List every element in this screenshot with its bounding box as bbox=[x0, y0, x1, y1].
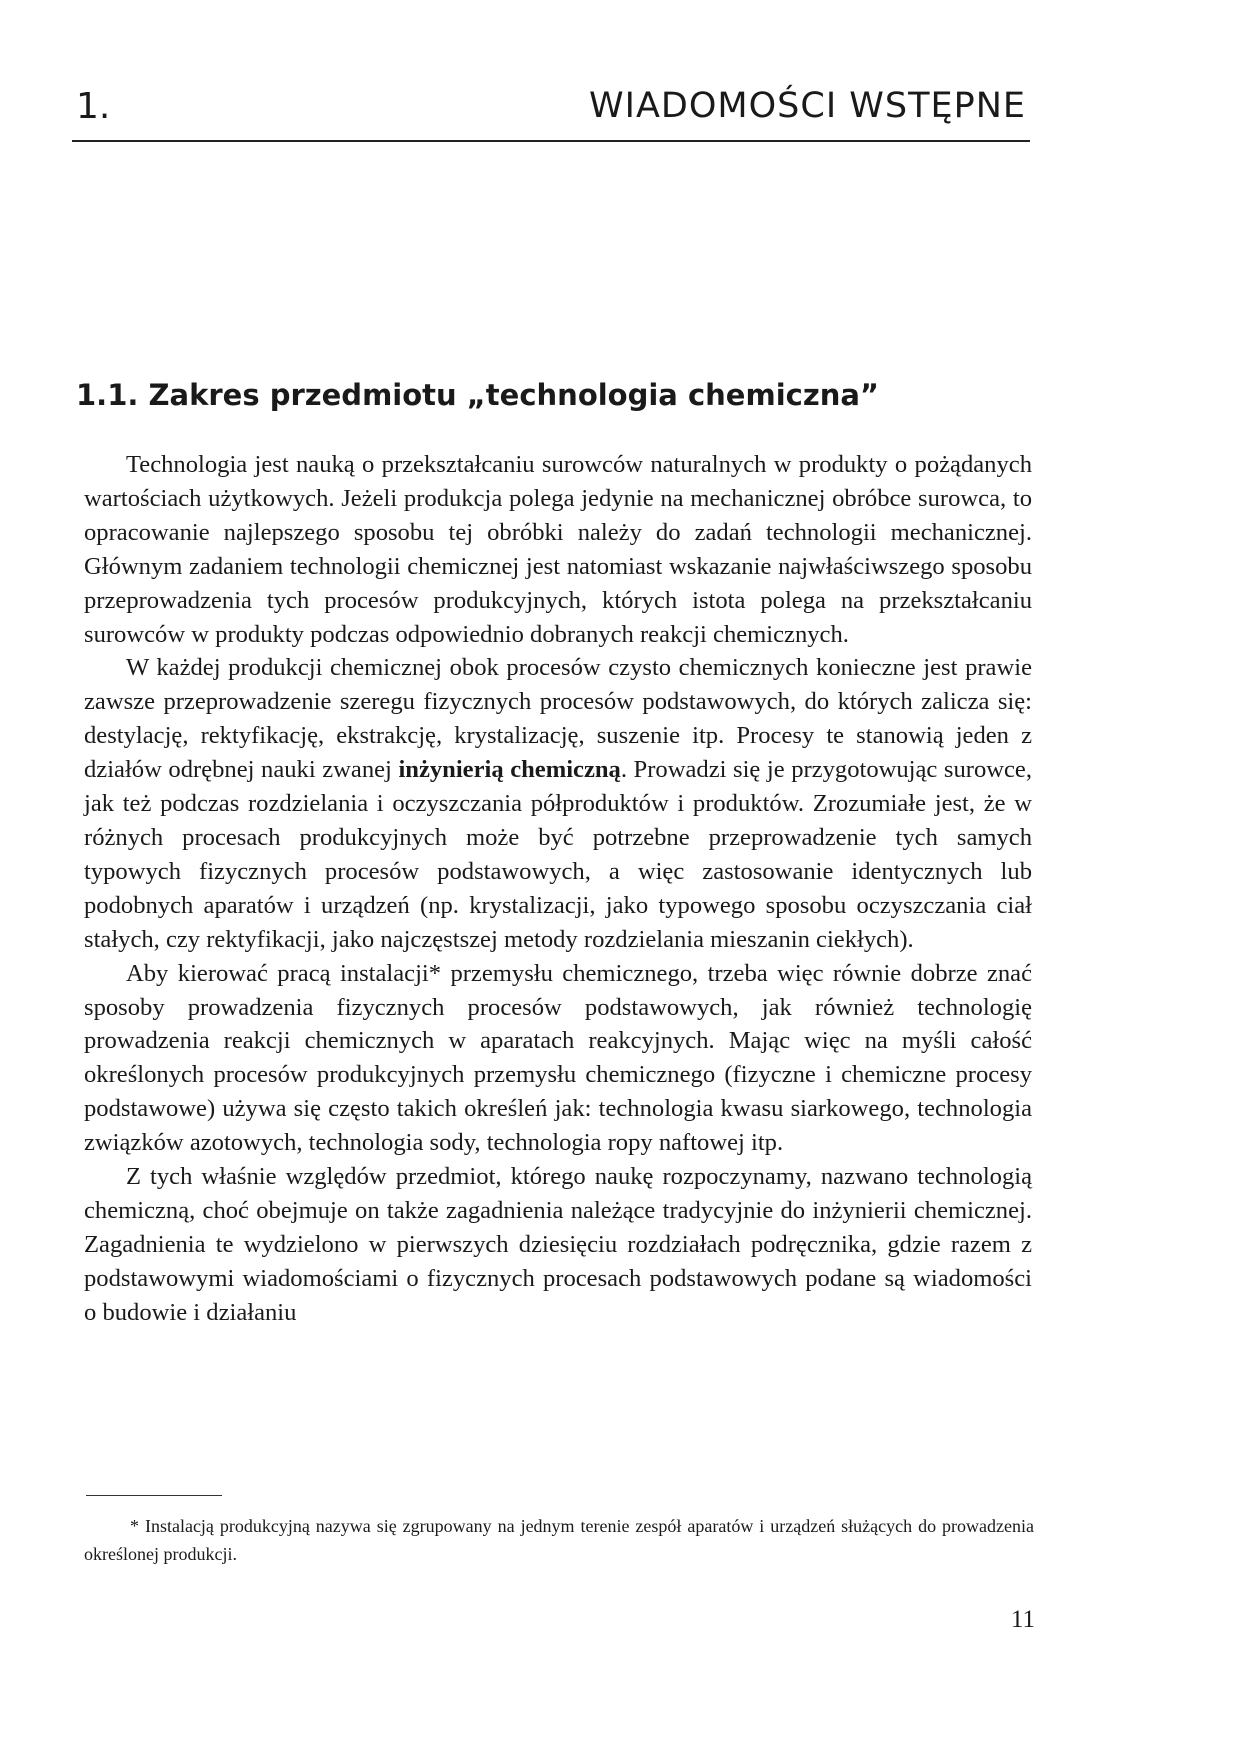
paragraph-3: Aby kierować pracą instalacji* przemysłu chemicznego, trzeba więc równie dobrze znać sposoby prowadzenia fizycznych procesów podstawowych, jak również technologię prowadzenia reakcji chemicznych w aparatach reakcyjnych. Mając więc na myśli całość określonych procesów produkcyjnych przemysłu chemicznego (fizyczne i chemiczne procesy podstawowe) używa się często takich określeń jak: technologia kwasu siarkowego, technologia związków azotowych, technologia sody, technologia ropy naftowej itp. bbox=[84, 959, 1032, 1157]
paragraph-2-text-after: . Prowadzi się je przygotowując surowce, jak też podczas rozdzielania i oczyszczania półproduktów i produktów. Zrozumiałe jest, że w różnych procesach produkcyjnych może być potrzebne przeprowadzenie tych samych typowych fizycznych procesów podstawowych, a więc zastosowanie identycznych lub podobnych aparatów i urządzeń (np. krystalizacji, jako typowego sposobu oczyszczania ciał stałych, czy rektyfikacji, jako najczęstszej metody rozdzielania mieszanin ciekłych). bbox=[84, 756, 1033, 953]
footnote-divider bbox=[86, 1495, 222, 1496]
footnote bbox=[84, 1512, 1034, 1568]
page-number: 11 bbox=[1010, 1606, 1035, 1633]
section-title: 1.1. Zakres przedmiotu „technologia chemiczna” bbox=[76, 378, 879, 412]
paragraph-1: Technologia jest nauką o przekształcaniu surowców naturalnych w produkty o pożądanych wartościach użytkowych. Jeżeli produkcja polega jedynie na mechanicznej obróbce surowca, to opracowanie najlepszego sposobu tej obróbki należy do zadań technologii mechanicznej. Głównym zadaniem technologii chemicznej jest natomiast wskazanie najwłaściwszego sposobu przeprowadzenia tych procesów produkcyjnych, których istota polega na przekształcaniu surowców w produkty podczas odpowiednio dobranych reakcji chemicznych. bbox=[84, 451, 1032, 648]
paragraph-4: Z tych właśnie względów przedmiot, którego naukę rozpoczynamy, nazwano technologią chemiczną, choć obejmuje on także zagadnienia należące tradycyjnie do inżynierii chemicznej. Zagadnienia te wydzielono w pierwszych dziesięciu rozdziałach podręcznika, gdzie razem z podstawowymi wiadomościami o fizycznych procesach podstawowych podane są wiadomości o budowie i działaniu bbox=[84, 1163, 1032, 1326]
chapter-number: 1. bbox=[76, 86, 111, 127]
body-text bbox=[84, 448, 1032, 1330]
chapter-header bbox=[72, 80, 1030, 142]
footnote-text: * Instalacją produkcyjną nazywa się zgrupowany na jednym terenie zespół aparatów i urządzeń służących do prowadzenia określonej produkcji. bbox=[84, 1516, 1034, 1564]
paragraph-2-text-before: W każdej produkcji chemicznej obok procesów czysto chemicznych konieczne jest prawie zawsze przeprowadzenie szeregu fizycznych procesów podstawowych, do których zalicza się: destylację, rektyfikację, ekstrakcję, krystalizację, suszenie itp. Procesy te stanowią jeden z działów odrębnej nauki zwanej bbox=[84, 654, 1032, 784]
paragraph-2 bbox=[84, 651, 1032, 956]
chapter-title: WIADOMOŚCI WSTĘPNE bbox=[589, 86, 1026, 126]
paragraph-2-emphasis: inżynierią chemiczną bbox=[398, 756, 621, 784]
